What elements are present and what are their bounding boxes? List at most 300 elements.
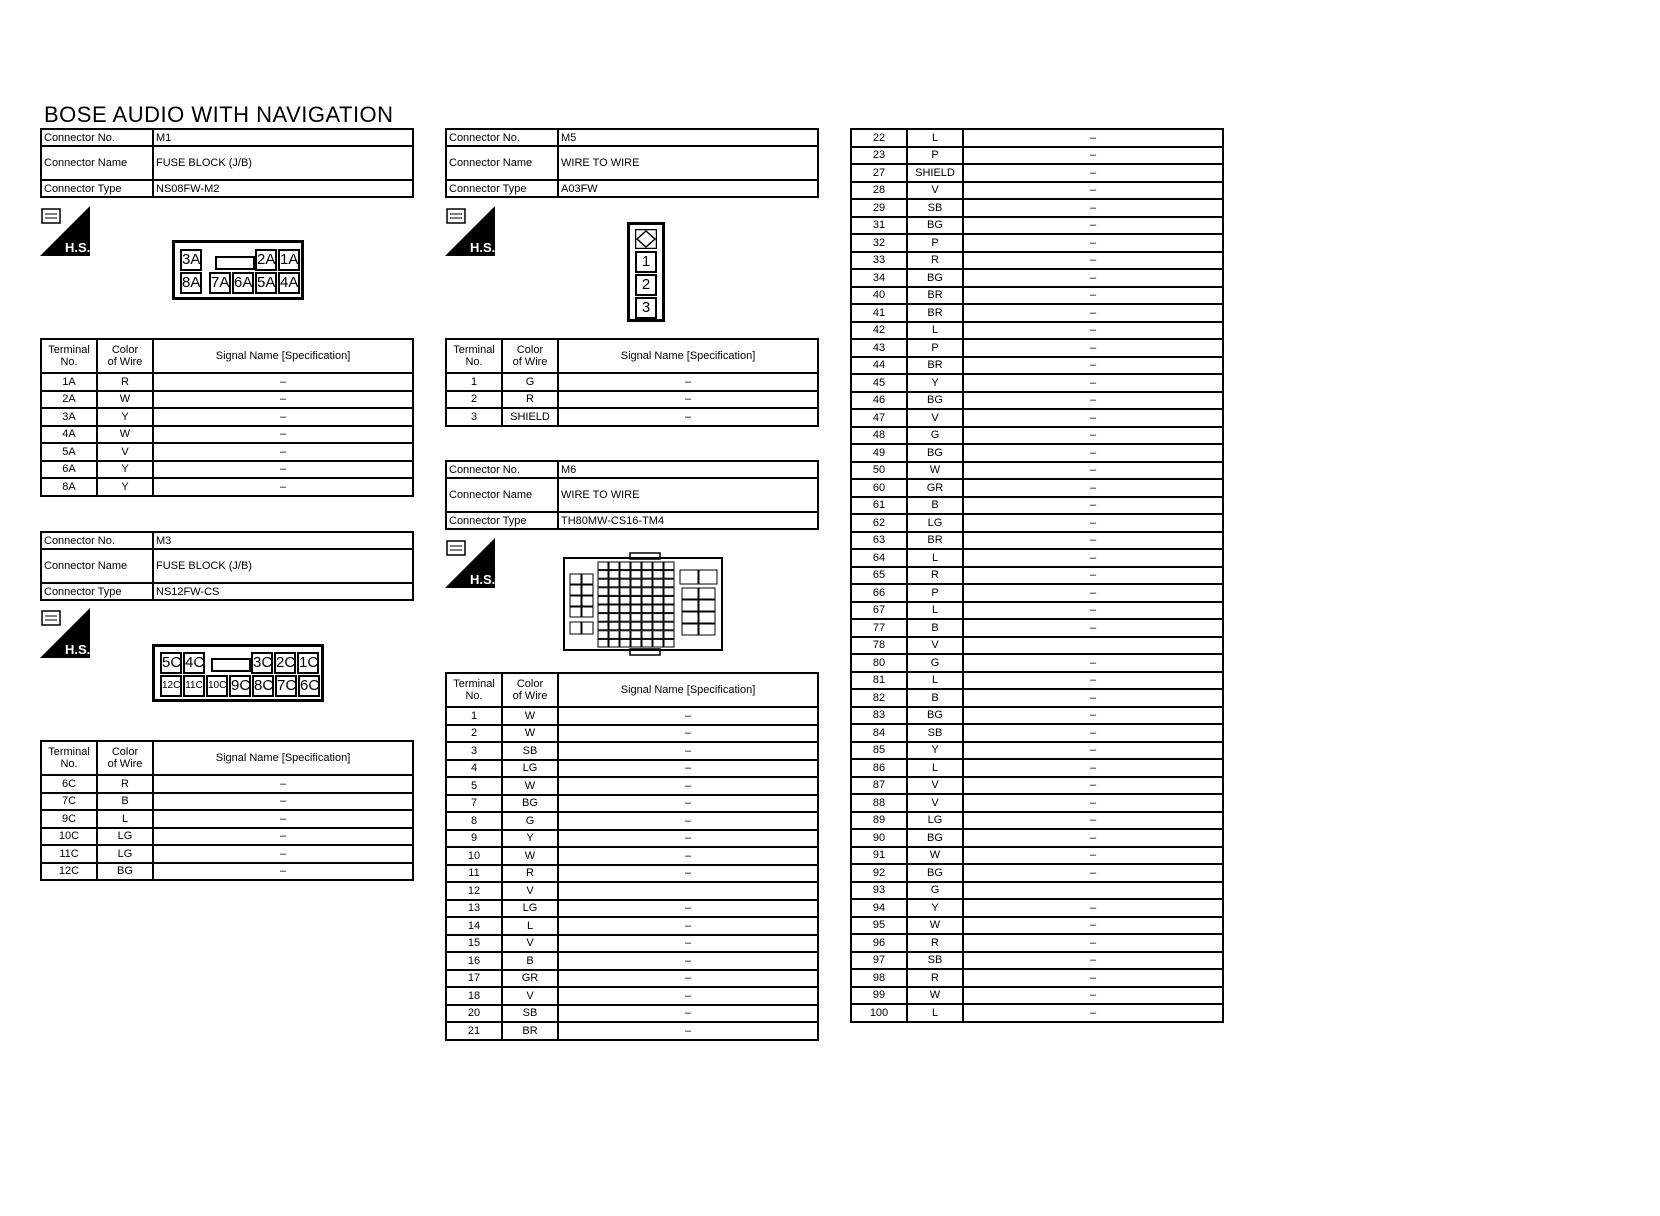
table-row [446,373,818,391]
terminal-no-cell: 65 [851,567,907,585]
signal-name-cell: – [963,269,1223,287]
wire-color-cell: W [502,707,558,725]
m1-terminal-table [40,338,414,497]
table-row [851,217,1223,235]
terminal-no-cell: 8A [41,478,97,496]
table-row [851,794,1223,812]
terminal-no-cell: 81 [851,672,907,690]
table-row [446,917,818,935]
terminal-no-cell: 23 [851,147,907,165]
signal-name-cell: – [153,373,413,391]
table-row [41,443,413,461]
signal-name-cell: – [963,689,1223,707]
color-of-wire-header: Color of Wire [97,339,153,373]
terminal-no-cell: 83 [851,707,907,725]
signal-name-cell: – [963,339,1223,357]
signal-name-cell: – [963,812,1223,830]
label-connector-name: Connector Name [41,146,153,180]
signal-name-cell: – [963,164,1223,182]
harness-side-icon [445,206,495,256]
table-row [851,969,1223,987]
label-connector-no: Connector No. [446,461,558,478]
label-connector-type: Connector Type [41,583,153,600]
signal-name-cell: – [558,970,818,988]
wire-color-cell: B [97,793,153,811]
label-connector-no: Connector No. [41,532,153,549]
terminal-no-cell: 48 [851,427,907,445]
label-connector-no: Connector No. [446,129,558,146]
m6-connector-face [562,552,724,656]
table-row [41,845,413,863]
signal-name-cell: – [963,987,1223,1005]
table-row [851,724,1223,742]
terminal-no-cell: 31 [851,217,907,235]
terminal-no-cell: 45 [851,374,907,392]
wire-color-cell: LG [502,900,558,918]
table-row [851,672,1223,690]
table-row [851,199,1223,217]
terminal-no-cell: 87 [851,777,907,795]
terminal-no-cell: 92 [851,864,907,882]
wire-color-cell: L [502,917,558,935]
wire-color-cell: B [907,689,963,707]
m5-key-diamond-icon [635,229,657,249]
table-row [851,322,1223,340]
terminal-no-cell: 49 [851,444,907,462]
signal-name-cell: – [963,182,1223,200]
terminal-no-cell: 64 [851,549,907,567]
wire-color-cell: G [502,373,558,391]
signal-name-cell: – [963,934,1223,952]
wire-color-cell: R [907,567,963,585]
table-row [851,497,1223,515]
m3-connector-face [152,644,324,702]
signal-name-cell: – [963,654,1223,672]
harness-side-icon [40,206,90,256]
terminal-no-cell: 44 [851,357,907,375]
m5-header-table [445,128,819,198]
table-row [851,444,1223,462]
table-row [446,1022,818,1040]
wire-color-cell: V [907,182,963,200]
terminal-no-cell: 41 [851,304,907,322]
signal-name-cell: – [963,234,1223,252]
label-connector-name: Connector Name [446,478,558,512]
wire-color-cell: SB [907,724,963,742]
terminal-no-cell: 46 [851,392,907,410]
signal-name-cell: – [558,935,818,953]
m6-header-table [445,460,819,530]
terminal-no-cell: 11C [41,845,97,863]
table-row [851,287,1223,305]
signal-name-cell: – [963,742,1223,760]
table-row [851,304,1223,322]
terminal-no-cell: 96 [851,934,907,952]
terminal-no-cell: 62 [851,514,907,532]
table-row [851,532,1223,550]
m5-pin-3: 3 [635,297,657,319]
signal-name-cell: – [963,864,1223,882]
wire-color-cell: G [502,812,558,830]
m3-connector-no: M3 [153,532,413,549]
table-row [851,1004,1223,1022]
terminal-no-cell: 7C [41,793,97,811]
terminal-no-cell: 15 [446,935,502,953]
terminal-no-cell: 84 [851,724,907,742]
wire-color-cell: W [907,462,963,480]
table-row [851,462,1223,480]
table-row [851,759,1223,777]
wire-color-cell: GR [907,479,963,497]
wire-color-cell: LG [907,812,963,830]
terminal-no-cell: 77 [851,619,907,637]
wire-color-cell: V [907,777,963,795]
signal-name-cell: – [153,426,413,444]
terminal-no-cell: 89 [851,812,907,830]
wire-color-cell: SHIELD [502,408,558,426]
table-row [851,567,1223,585]
m1-lock-tab [215,256,255,270]
wire-color-cell: L [907,322,963,340]
terminal-no-cell: 12C [41,863,97,881]
terminal-no-cell: 2 [446,725,502,743]
table-row [851,409,1223,427]
signal-name-cell: – [558,725,818,743]
m5-connector-face [627,222,665,322]
signal-name-cell: – [558,830,818,848]
table-row [446,795,818,813]
signal-name-cell: – [153,391,413,409]
m1-header-table [40,128,414,198]
table-row [446,1005,818,1023]
signal-name-cell: – [963,969,1223,987]
signal-name-cell: – [963,409,1223,427]
terminal-no-cell: 21 [446,1022,502,1040]
signal-name-cell: – [963,287,1223,305]
color-of-wire-header: Color of Wire [97,741,153,775]
label-connector-type: Connector Type [446,512,558,529]
table-row [446,408,818,426]
m6-connector-type: TH80MW-CS16-TM4 [558,512,818,529]
terminal-no-cell: 3 [446,742,502,760]
page-title: BOSE AUDIO WITH NAVIGATION [44,102,394,127]
svg-text:H.S.: H.S. [470,572,495,587]
table-row [851,234,1223,252]
signal-name-cell [558,882,818,900]
m1-pin-3a: 3A [180,249,202,271]
table-row [446,725,818,743]
terminal-no-cell: 9 [446,830,502,848]
table-row [851,882,1223,900]
wire-color-cell: Y [97,408,153,426]
m5-connector-type: A03FW [558,180,818,197]
signal-name-cell: – [558,408,818,426]
table-row [446,847,818,865]
wire-color-cell: BR [907,304,963,322]
signal-name-cell: – [963,724,1223,742]
wire-color-cell: SB [502,1005,558,1023]
terminal-no-cell: 22 [851,129,907,147]
signal-name-cell: – [153,775,413,793]
table-row [851,934,1223,952]
signal-name-cell: – [558,812,818,830]
wire-color-cell: BG [907,269,963,287]
signal-name-cell: – [963,794,1223,812]
table-row [851,602,1223,620]
wire-color-cell: SB [907,199,963,217]
terminal-no-cell: 18 [446,987,502,1005]
m6-connector-no: M6 [558,461,818,478]
m1-pin-8a: 8A [180,272,202,294]
signal-name-cell: – [963,759,1223,777]
table-row [446,830,818,848]
table-row [851,129,1223,147]
signal-name-cell: – [153,863,413,881]
wire-color-cell: R [97,373,153,391]
m5-pin-1: 1 [635,251,657,273]
wire-color-cell: V [502,987,558,1005]
m1-pin-7a: 7A [209,272,231,294]
wire-color-cell: R [907,934,963,952]
table-row [41,863,413,881]
wire-color-cell: W [907,917,963,935]
signal-name-cell: – [963,532,1223,550]
table-row [446,900,818,918]
signal-name-cell: – [558,900,818,918]
wire-color-cell: BG [907,864,963,882]
terminal-no-cell: 17 [446,970,502,988]
terminal-no-cell: 2A [41,391,97,409]
signal-name-cell: – [963,444,1223,462]
wire-color-cell: B [502,952,558,970]
label-connector-name: Connector Name [446,146,558,180]
wire-color-cell: V [907,794,963,812]
signal-name-cell: – [963,917,1223,935]
table-row [851,707,1223,725]
terminal-no-cell: 2 [446,391,502,409]
signal-name-cell: – [558,795,818,813]
table-row [851,829,1223,847]
wire-color-cell: W [907,987,963,1005]
wire-color-cell: R [907,969,963,987]
table-row [446,760,818,778]
terminal-no-cell: 40 [851,287,907,305]
wire-color-cell: L [907,602,963,620]
signal-name-cell: – [153,828,413,846]
svg-text:H.S.: H.S. [65,240,90,255]
m1-pin-6a: 6A [232,272,254,294]
signal-name-cell: – [963,602,1223,620]
m3-connector-type: NS12FW-CS [153,583,413,600]
signal-name-cell: – [963,462,1223,480]
wire-color-cell: BR [907,532,963,550]
wire-color-cell: LG [907,514,963,532]
signal-name-header: Signal Name [Specification] [558,673,818,707]
m1-pin-2a: 2A [255,249,277,271]
terminal-no-cell: 43 [851,339,907,357]
m3-pin-4c: 4C [183,652,205,674]
terminal-no-cell: 12 [446,882,502,900]
signal-name-cell: – [153,461,413,479]
terminal-no-cell: 8 [446,812,502,830]
table-row [41,408,413,426]
m5-connector-no: M5 [558,129,818,146]
wire-color-cell: L [907,759,963,777]
table-row [851,549,1223,567]
signal-name-header: Signal Name [Specification] [153,741,413,775]
table-row [446,952,818,970]
terminal-no-cell: 97 [851,952,907,970]
wire-color-cell: W [502,847,558,865]
terminal-no-cell: 16 [446,952,502,970]
m3-pin-6c: 6C [298,675,320,697]
terminal-no-cell: 33 [851,252,907,270]
table-row [41,461,413,479]
wire-color-cell: P [907,584,963,602]
signal-name-cell [963,882,1223,900]
wire-color-cell: LG [97,828,153,846]
terminal-no-cell: 10 [446,847,502,865]
wire-color-cell: LG [97,845,153,863]
table-row [851,812,1223,830]
m1-connector-type: NS08FW-M2 [153,180,413,197]
terminal-no-cell: 47 [851,409,907,427]
wire-color-cell: V [502,935,558,953]
m5-terminal-table [445,338,819,427]
m3-terminal-table [40,740,414,881]
wire-color-cell: V [97,443,153,461]
wire-color-cell: W [502,777,558,795]
wire-color-cell: Y [97,461,153,479]
wire-color-cell: SHIELD [907,164,963,182]
wire-color-cell: SB [907,952,963,970]
table-row [446,970,818,988]
label-connector-type: Connector Type [446,180,558,197]
table-row [41,373,413,391]
m1-connector-no: M1 [153,129,413,146]
table-row [851,269,1223,287]
m3-header-table [40,531,414,601]
m1-pin-1a: 1A [278,249,300,271]
terminal-no-cell: 88 [851,794,907,812]
terminal-no-cell: 80 [851,654,907,672]
signal-name-cell: – [153,810,413,828]
terminal-no-cell: 93 [851,882,907,900]
color-of-wire-header: Color of Wire [502,339,558,373]
m1-connector-name: FUSE BLOCK (J/B) [153,146,413,180]
signal-name-cell: – [558,987,818,1005]
m3-pin-11c: 11C [183,675,205,697]
table-row [851,689,1223,707]
table-row [851,584,1223,602]
label-connector-name: Connector Name [41,549,153,583]
signal-name-cell: – [153,478,413,496]
wire-color-cell: LG [502,760,558,778]
m6-connector-name: WIRE TO WIRE [558,478,818,512]
terminal-no-cell: 20 [446,1005,502,1023]
terminal-no-cell: 7 [446,795,502,813]
signal-name-cell: – [153,793,413,811]
wire-color-cell: R [97,775,153,793]
signal-name-cell: – [558,707,818,725]
terminal-no-cell: 29 [851,199,907,217]
table-row [851,952,1223,970]
terminal-no-header: Terminal No. [41,339,97,373]
signal-name-header: Signal Name [Specification] [153,339,413,373]
signal-name-cell: – [963,427,1223,445]
table-row [41,828,413,846]
table-row [41,478,413,496]
terminal-no-cell: 6C [41,775,97,793]
terminal-no-cell: 11 [446,865,502,883]
wire-color-cell: BG [907,829,963,847]
signal-name-cell: – [963,707,1223,725]
signal-name-cell: – [558,1005,818,1023]
terminal-no-header: Terminal No. [41,741,97,775]
signal-name-cell: – [963,584,1223,602]
terminal-no-cell: 50 [851,462,907,480]
table-row [851,392,1223,410]
m5-connector-name: WIRE TO WIRE [558,146,818,180]
table-row [851,182,1223,200]
wire-color-cell: BR [907,287,963,305]
signal-name-cell: – [963,479,1223,497]
table-row [41,810,413,828]
signal-name-cell: – [963,619,1223,637]
table-row [41,426,413,444]
table-row [851,339,1223,357]
wire-color-cell: Y [907,899,963,917]
signal-name-cell: – [963,829,1223,847]
color-of-wire-header: Color of Wire [502,673,558,707]
wire-color-cell: Y [907,374,963,392]
wire-color-cell: W [502,725,558,743]
wire-color-cell: L [907,129,963,147]
wire-color-cell: V [907,409,963,427]
terminal-no-cell: 28 [851,182,907,200]
svg-text:H.S.: H.S. [65,642,90,657]
terminal-no-cell: 61 [851,497,907,515]
signal-name-cell: – [558,847,818,865]
table-row [851,514,1223,532]
wire-color-cell: BG [502,795,558,813]
wire-color-cell: B [907,497,963,515]
signal-name-cell: – [963,549,1223,567]
terminal-no-cell: 4A [41,426,97,444]
wire-color-cell: BG [907,444,963,462]
wire-color-cell: V [907,637,963,655]
m3-pin-9c: 9C [229,675,251,697]
terminal-no-cell: 90 [851,829,907,847]
wire-color-cell: V [502,882,558,900]
terminal-no-cell: 60 [851,479,907,497]
terminal-no-cell: 85 [851,742,907,760]
signal-name-cell [963,637,1223,655]
wire-color-cell: P [907,147,963,165]
terminal-no-cell: 91 [851,847,907,865]
signal-name-cell: – [963,847,1223,865]
terminal-no-cell: 4 [446,760,502,778]
signal-name-cell: – [558,917,818,935]
table-row [851,864,1223,882]
terminal-no-cell: 66 [851,584,907,602]
wire-color-cell: GR [502,970,558,988]
wire-color-cell: L [907,672,963,690]
signal-name-cell: – [963,497,1223,515]
signal-name-cell: – [963,899,1223,917]
table-row [851,164,1223,182]
terminal-no-cell: 3 [446,408,502,426]
